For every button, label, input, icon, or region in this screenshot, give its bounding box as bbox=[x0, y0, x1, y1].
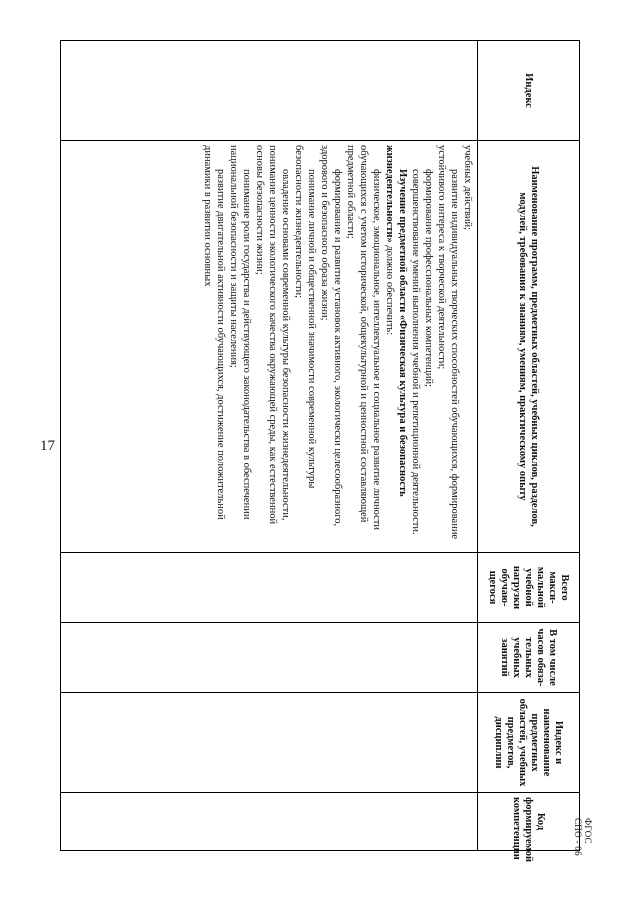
header-index: Индекс bbox=[478, 41, 580, 141]
content-line: учебных действий; bbox=[462, 145, 473, 231]
subject-index-cell bbox=[61, 693, 478, 793]
curriculum-table bbox=[60, 40, 580, 862]
content-line: совершенствование умений выполнения учебной и репетиционной деятельности. bbox=[410, 169, 421, 535]
header-name: Наименование программ, предметных областей, учебных циклов, разделов, модулей, требования к знаниям, умениям, практическому опыту bbox=[478, 141, 580, 553]
header-total-load: Всего макси-мальной учебной нагрузки обучаю-щегося bbox=[478, 553, 580, 623]
content-line bbox=[383, 145, 409, 548]
content-line: развитие индивидуальных творческих способностей обучающихся, формирование устойчивого интереса к творческой деятельности; bbox=[436, 145, 460, 540]
header-row bbox=[478, 41, 580, 851]
page-number: 17 bbox=[40, 438, 55, 454]
content-line: овладение основами современной культуры безопасности жизнедеятельности, понимание ценности экологического качества окружающей среды, как естественной основы безопасности жизни; bbox=[254, 145, 291, 525]
content-line: понимание роли государства и действующего законодательства в обеспечении национальной безопасности и защиты населения; bbox=[228, 145, 252, 520]
rotated-table-wrapper bbox=[60, 40, 580, 862]
header-subject-index: Индекс и наименование предметных областей, учебных предметов, дисциплин bbox=[478, 693, 580, 793]
content-cell bbox=[61, 141, 478, 553]
content-line: формирование и развитие установок активного, экологически целесообразного, здорового и безопасного образа жизни; bbox=[319, 145, 343, 527]
section-heading: Изучение предметной области «Физическая культура и безопасность жизнедеятельности» bbox=[384, 145, 408, 497]
content-line: физическое, эмоциональное, интеллектуальное и социальное развитие личности обучающихся с учетом исторической, общекультурной и ценностной составляющей предметной области; bbox=[345, 145, 382, 530]
table-row bbox=[61, 41, 478, 851]
header-competence-code: Код формируемой компетенции bbox=[478, 793, 580, 851]
header-mandatory-hours: В том числе часов обяза-тельных учебных занятий bbox=[478, 623, 580, 693]
competence-code-cell bbox=[61, 793, 478, 851]
mandatory-hours-cell bbox=[61, 623, 478, 693]
index-cell bbox=[61, 41, 478, 141]
footer-standard-code: ФГОС СПО - 06 bbox=[573, 818, 593, 856]
content-line: формирование профессиональных компетенций; bbox=[423, 169, 434, 388]
section-heading-rest: должно обеспечить: bbox=[384, 242, 395, 336]
content-line: развитие двигательной активности обучающихся, достижение положительной динамики в развитии основных bbox=[202, 145, 226, 520]
total-load-cell bbox=[61, 553, 478, 623]
content-line: понимание личной и общественной значимости современной культуры безопасности жизнедеятельности; bbox=[293, 145, 317, 489]
